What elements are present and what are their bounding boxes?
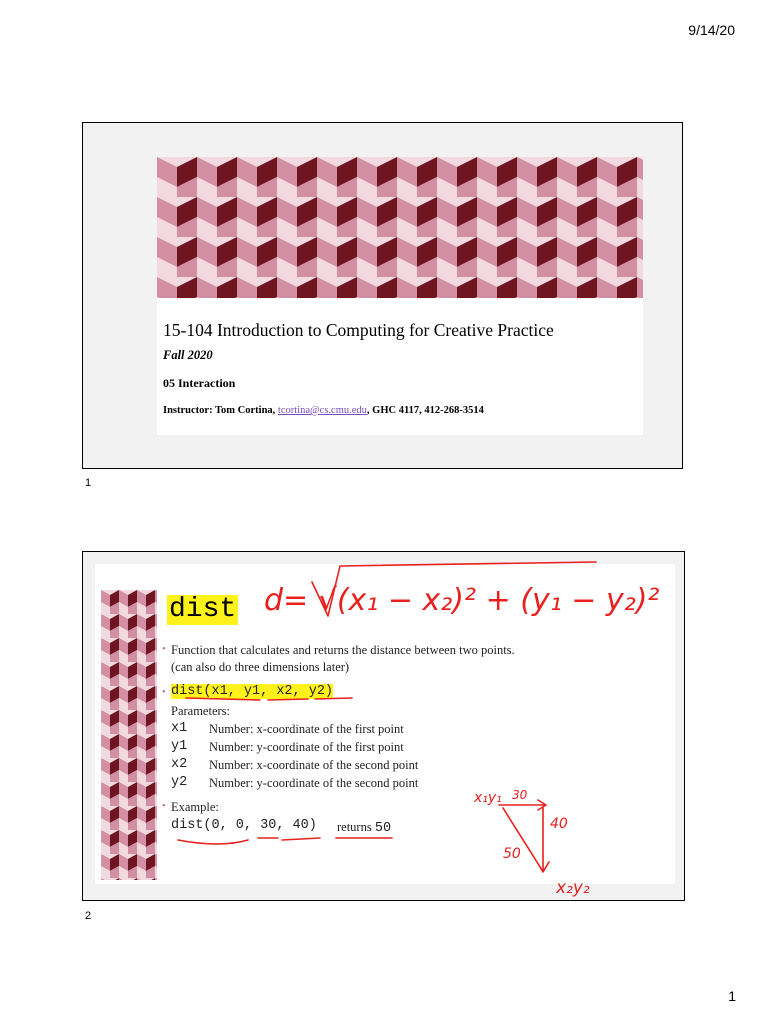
instructor-line <box>163 405 484 416</box>
slide-heading: dist <box>169 594 237 625</box>
param-desc: Number: x-coordinate of the first point <box>209 722 404 736</box>
returns-value: 50 <box>374 821 392 836</box>
instructor-prefix: Instructor: Tom Cortina, <box>163 405 278 416</box>
bullet-icon: • <box>162 644 166 655</box>
bullet-1-line-2: (can also do three dimensions later) <box>171 660 350 674</box>
param-desc: Number: y-coordinate of the first point <box>209 740 404 754</box>
example-code: dist(0, 0, 30, 40) <box>171 818 317 833</box>
function-signature <box>171 684 333 699</box>
param-desc: Number: y-coordinate of the second point <box>209 776 419 790</box>
parameters-label: Parameters: <box>171 704 231 718</box>
slide-2-content <box>95 564 675 884</box>
bullet-1-line-1: Function that calculates and returns the distance between two points. <box>171 643 515 657</box>
slide-title: 15-104 Introduction to Computing for Creative Practice <box>163 320 554 340</box>
point2-label: x₂y₂ <box>556 878 590 898</box>
param-name: x2 <box>171 757 188 772</box>
slide-1-number: 1 <box>85 477 92 489</box>
hypotenuse-label: 50 <box>503 846 521 862</box>
param-name: y2 <box>171 775 188 790</box>
cube-pattern-banner <box>157 157 643 298</box>
slide-2 <box>82 551 685 901</box>
returns-word: returns <box>337 820 372 834</box>
slide-1 <box>82 122 683 469</box>
instructor-suffix: , GHC 4117, 412-268-3514 <box>366 405 484 416</box>
formula-text: d= √(x₁ − x₂)² + (y₁ − y₂)² <box>264 583 660 618</box>
slide-2-number: 2 <box>85 910 92 922</box>
point1-label: x₁y₁ <box>474 790 502 806</box>
cube-pattern-strip <box>101 590 157 880</box>
example-label: Example: <box>171 800 219 814</box>
example-returns <box>337 820 391 836</box>
bullet-icon: • <box>162 687 166 698</box>
param-name: x1 <box>171 721 188 736</box>
param-desc: Number: x-coordinate of the second point <box>209 758 419 772</box>
header-date: 9/14/20 <box>688 22 735 38</box>
signature-highlight: dist(x1, y1, x2, y2) <box>171 684 334 699</box>
slide-1-content <box>157 157 643 435</box>
param-name: y1 <box>171 739 188 754</box>
dx-label: 30 <box>512 788 528 802</box>
lecture-title: 05 Interaction <box>163 376 236 390</box>
instructor-email-link[interactable]: tcortina@cs.cmu.edu <box>277 405 367 416</box>
term: Fall 2020 <box>163 348 213 362</box>
page-number: 1 <box>728 988 736 1004</box>
bullet-icon: • <box>162 801 166 812</box>
dy-label: 40 <box>550 816 568 832</box>
